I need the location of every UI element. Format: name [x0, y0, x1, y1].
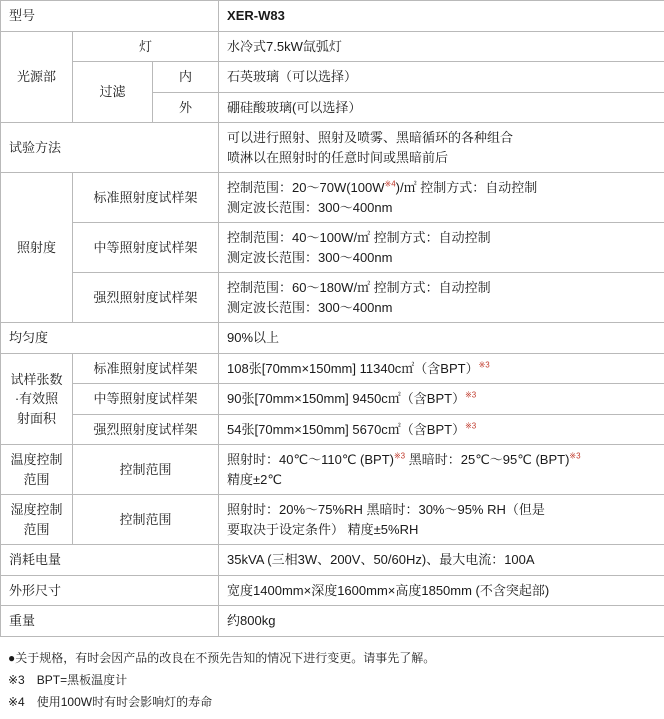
row-label-lamp: 灯: [73, 31, 219, 62]
row-label-temperature: 温度控制范围: [1, 445, 73, 495]
row-label-irradiance: 照射度: [1, 173, 73, 323]
table-row-weight: [1, 606, 664, 637]
footnotes: [0, 637, 664, 719]
temperature-footnote-1: ※3: [394, 452, 405, 461]
row-label-specimen-rack-medium: 中等照射度试样架: [73, 384, 219, 415]
row-value-filter-inner: 石英玻璃（可以选择）: [219, 62, 664, 93]
irradiance-standard-range-a: 控制范围：20～70W(100W: [227, 180, 384, 195]
row-sublabel-humidity: 控制范围: [73, 495, 219, 545]
temperature-line-1: [227, 450, 656, 470]
irradiance-strong-line-2: 测定波长范围：300～400nm: [227, 298, 656, 318]
row-value-lamp: 水冷式7.5kW氙弧灯: [219, 31, 664, 62]
row-value-temperature: [219, 445, 664, 495]
table-row-power: [1, 545, 664, 576]
row-label-filter-outer: 外: [153, 92, 219, 123]
temperature-footnote-2: ※3: [569, 452, 580, 461]
table-row-lamp: [1, 31, 664, 62]
row-label-model: 型号: [1, 1, 219, 32]
table-row-test-method: [1, 123, 664, 173]
irradiance-standard-line-1: [227, 178, 656, 198]
table-row-model: [1, 1, 664, 32]
irradiance-standard-line-2: 测定波长范围：300～400nm: [227, 198, 656, 218]
row-value-uniformity: 90%以上: [219, 323, 664, 354]
irradiance-strong-line-1: 控制范围：60～180W/㎡ 控制方式：自动控制: [227, 278, 656, 298]
row-value-irradiance-standard: [219, 173, 664, 223]
row-value-irradiance-strong: [219, 273, 664, 323]
footnote-bpt: ※3 BPT=黑板温度计: [8, 669, 656, 691]
row-value-weight: 约800kg: [219, 606, 664, 637]
row-label-test-method: 试验方法: [1, 123, 219, 173]
row-label-irradiance-rack-strong: 强烈照射度试样架: [73, 273, 219, 323]
table-row-filter-inner: [1, 62, 664, 93]
row-value-specimen-standard: [219, 353, 664, 384]
table-row-specimen-standard: [1, 353, 664, 384]
humidity-line-2: 要取决于设定条件） 精度±5%RH: [227, 520, 656, 540]
row-value-power: 35kVA (三相3W、200V、50/60Hz)、最大电流：100A: [219, 545, 664, 576]
temperature-dark-range: 黑暗时：25℃～95℃ (BPT): [405, 452, 569, 467]
temperature-irradiation-range: 照射时：40℃～110℃ (BPT): [227, 452, 394, 467]
temperature-line-2: 精度±2℃: [227, 470, 656, 490]
row-label-specimen-rack-standard: 标准照射度试样架: [73, 353, 219, 384]
row-value-humidity: [219, 495, 664, 545]
table-row-dimensions: [1, 575, 664, 606]
row-label-specimen: 试样张数·有效照射面积: [1, 353, 73, 445]
row-label-uniformity: 均匀度: [1, 323, 219, 354]
footnote-disclaimer: ●关于规格，有时会因产品的改良在不预先告知的情况下进行变更。请事先了解。: [8, 647, 656, 669]
row-label-humidity: 湿度控制范围: [1, 495, 73, 545]
row-label-irradiance-rack-medium: 中等照射度试样架: [73, 223, 219, 273]
specimen-standard-footnote: ※3: [479, 360, 490, 369]
specimen-medium-text: 90张[70mm×150mm] 9450c㎡（含BPT）: [227, 391, 465, 406]
row-value-specimen-medium: [219, 384, 664, 415]
row-value-irradiance-medium: [219, 223, 664, 273]
row-label-specimen-rack-strong: 强烈照射度试样架: [73, 414, 219, 445]
specimen-medium-footnote: ※3: [465, 391, 476, 400]
footnote-lamp-life: ※4 使用100W时有时会影响灯的寿命: [8, 691, 656, 713]
irradiance-medium-line-2: 测定波长范围：300～400nm: [227, 248, 656, 268]
specimen-standard-text: 108张[70mm×150mm] 11340c㎡（含BPT）: [227, 361, 479, 376]
specimen-strong-footnote: ※3: [465, 421, 476, 430]
row-label-light-source: 光源部: [1, 31, 73, 123]
irradiance-medium-line-1: 控制范围：40～100W/㎡ 控制方式：自动控制: [227, 228, 656, 248]
table-row-temperature: [1, 445, 664, 495]
table-row-humidity: [1, 495, 664, 545]
test-method-line-1: 可以进行照射、照射及喷雾、黑暗循环的各种组合: [227, 128, 656, 148]
irradiance-standard-range-b: )/㎡ 控制方式：自动控制: [396, 180, 538, 195]
row-value-test-method: [219, 123, 664, 173]
row-label-power: 消耗电量: [1, 545, 219, 576]
row-label-weight: 重量: [1, 606, 219, 637]
table-row-uniformity: [1, 323, 664, 354]
row-label-filter-inner: 内: [153, 62, 219, 93]
row-label-irradiance-rack-standard: 标准照射度试样架: [73, 173, 219, 223]
row-value-model: XER-W83: [219, 1, 664, 32]
table-row-specimen-medium: [1, 384, 664, 415]
table-row-irradiance-standard: [1, 173, 664, 223]
row-label-dimensions: 外形尺寸: [1, 575, 219, 606]
row-value-filter-outer: 硼硅酸玻璃(可以选择）: [219, 92, 664, 123]
row-label-filter: 过滤: [73, 62, 153, 123]
specimen-strong-text: 54张[70mm×150mm] 5670c㎡（含BPT）: [227, 422, 465, 437]
row-value-dimensions: 宽度1400mm×深度1600mm×高度1850mm (不含突起部): [219, 575, 664, 606]
irradiance-standard-footnote: ※4: [385, 180, 396, 189]
humidity-line-1: 照射时：20%～75%RH 黑暗时：30%～95% RH（但是: [227, 500, 656, 520]
table-row-irradiance-strong: [1, 273, 664, 323]
table-row-irradiance-medium: [1, 223, 664, 273]
test-method-line-2: 喷淋以在照射时的任意时间或黑暗前后: [227, 148, 656, 168]
table-row-specimen-strong: [1, 414, 664, 445]
row-sublabel-temperature: 控制范围: [73, 445, 219, 495]
row-value-specimen-strong: [219, 414, 664, 445]
